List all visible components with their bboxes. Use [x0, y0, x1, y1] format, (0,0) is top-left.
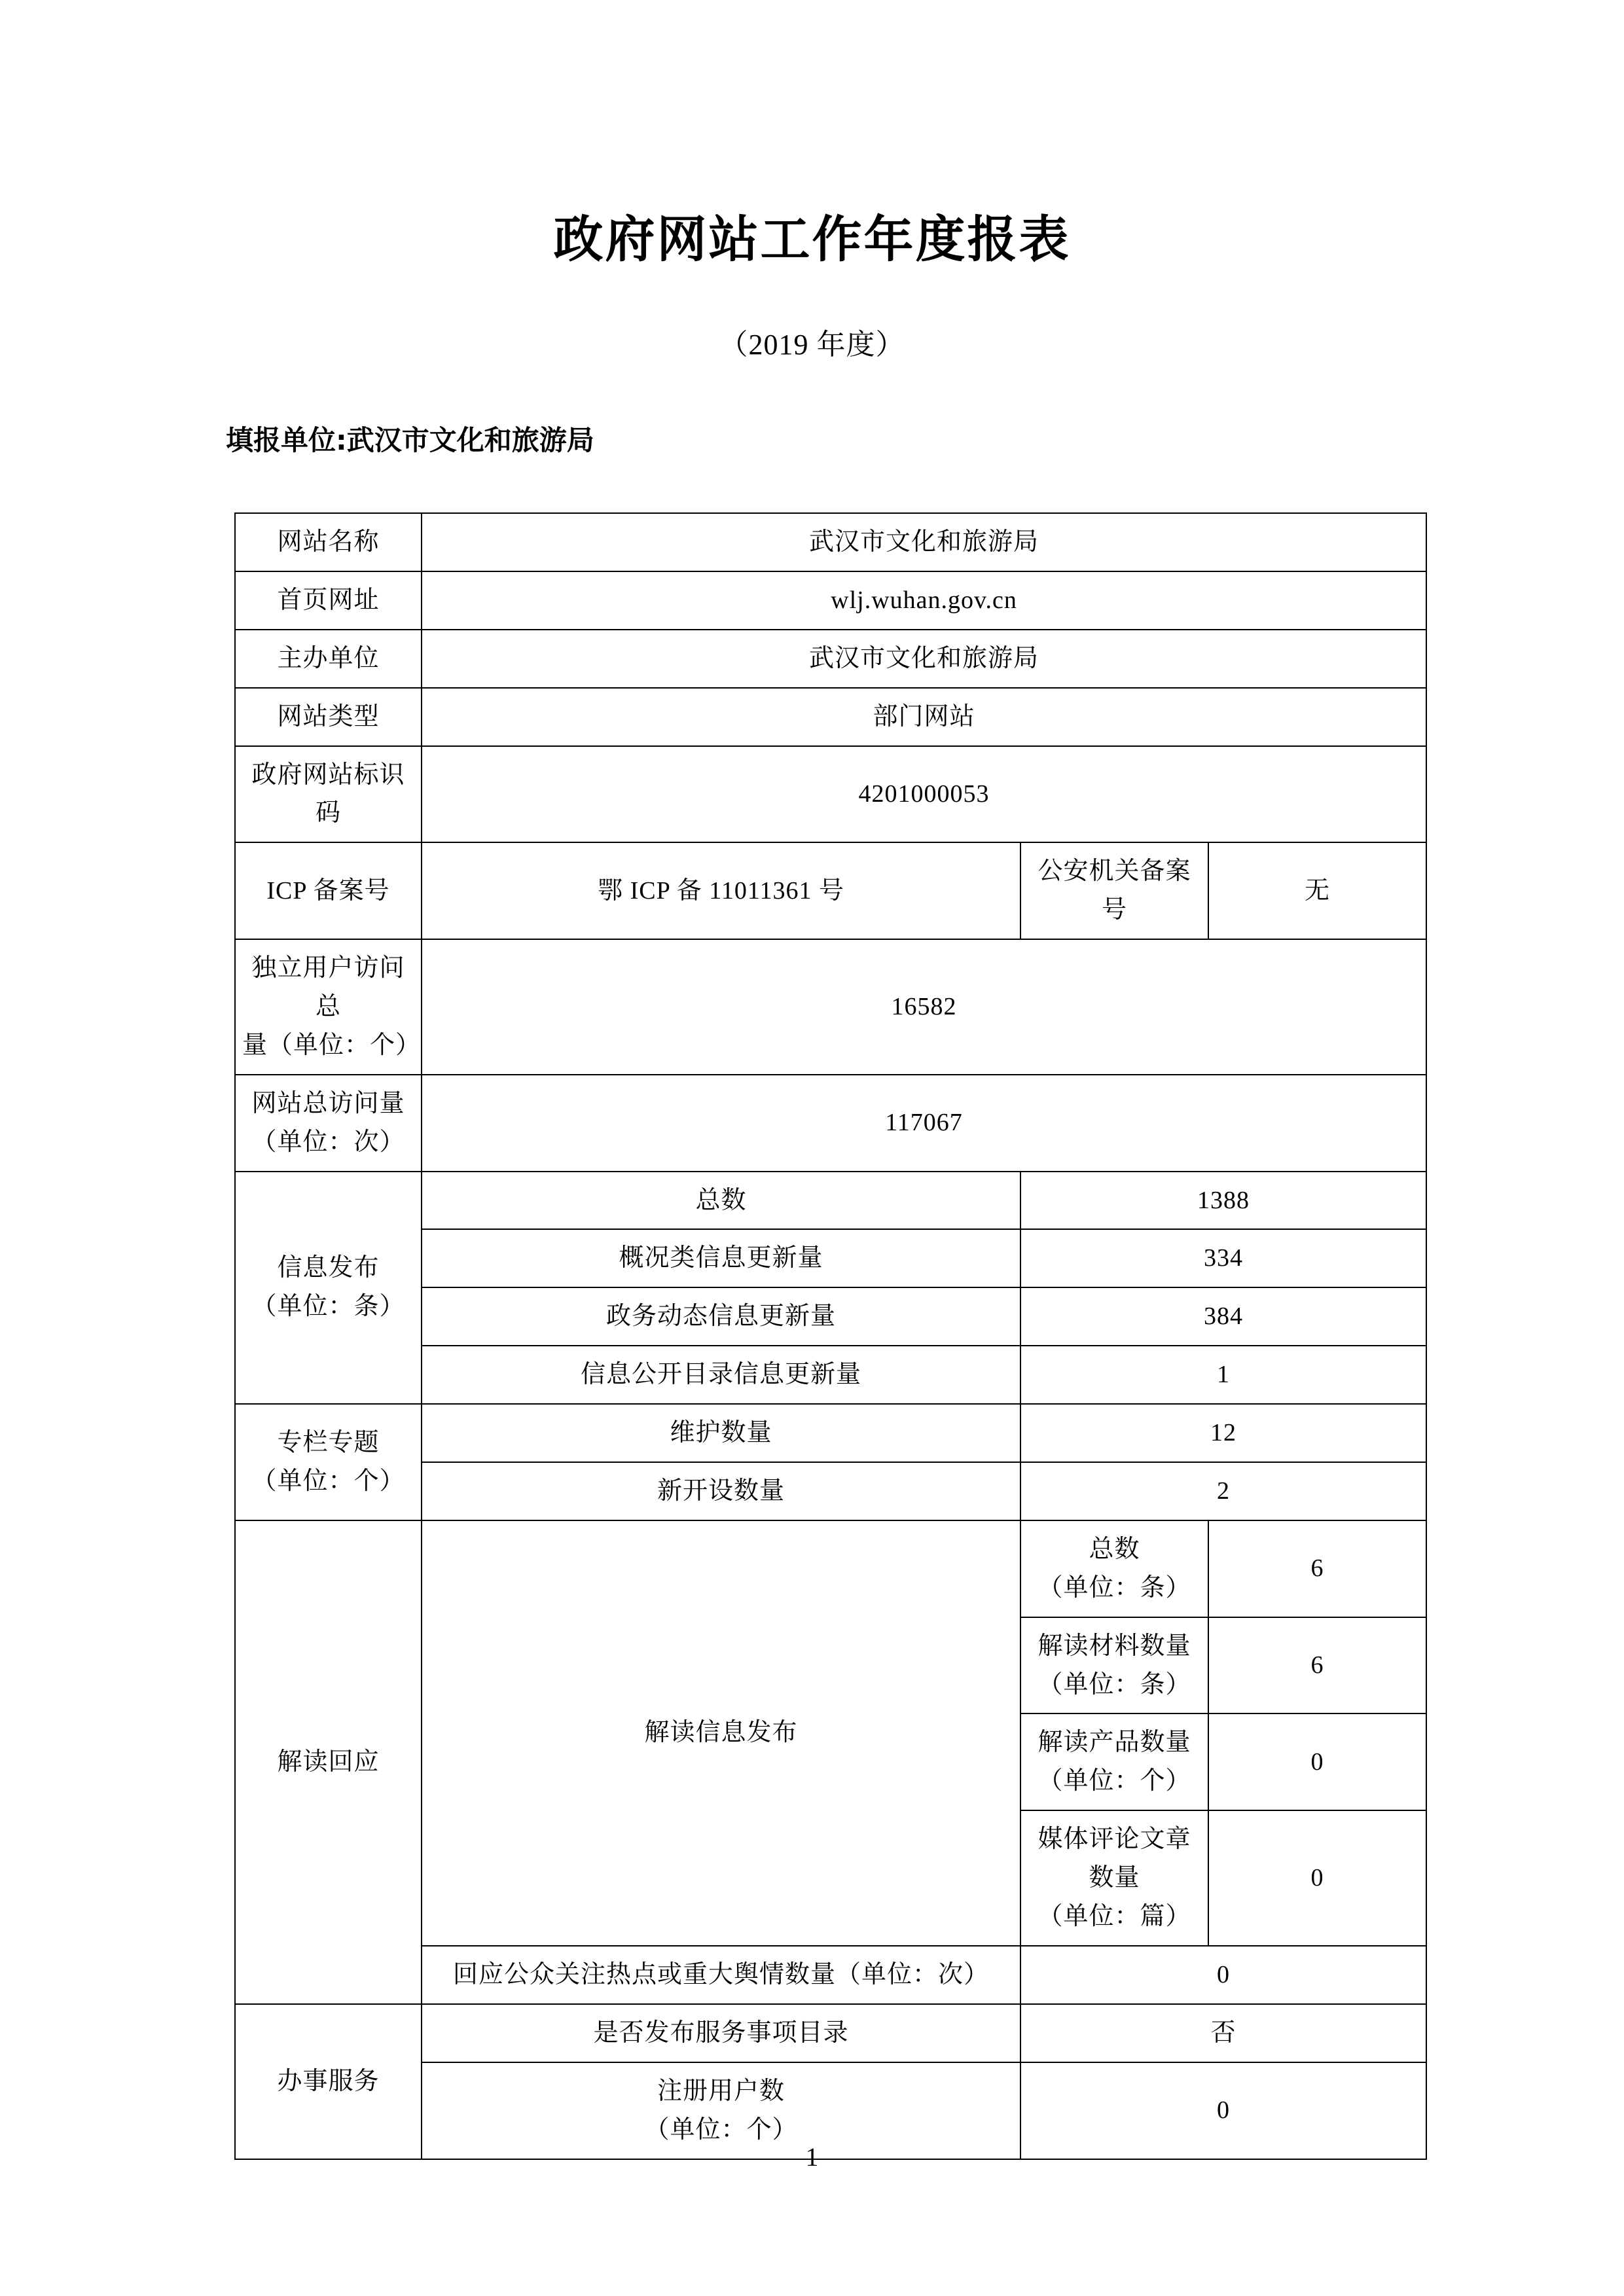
maintain-count-label: 维护数量	[422, 1404, 1020, 1462]
interpret-material-label-line2: （单位：条）	[1038, 1670, 1191, 1698]
unique-visitors-label-line2: 量（单位：个）	[242, 1031, 422, 1059]
table-row	[235, 571, 1426, 630]
site-type-value: 部门网站	[422, 688, 1426, 746]
media-comment-value: 0	[1208, 1810, 1426, 1946]
interpret-material-value: 6	[1208, 1617, 1426, 1714]
interpret-total-label	[1020, 1520, 1208, 1617]
table-row	[235, 1404, 1426, 1462]
table-row	[235, 842, 1426, 939]
public-response-value: 0	[1020, 1946, 1426, 2004]
table-row	[235, 630, 1426, 688]
info-release-label	[235, 1172, 422, 1405]
info-catalog-value: 1	[1020, 1346, 1426, 1404]
table-row	[235, 1172, 1426, 1230]
homepage-url-label: 首页网址	[235, 571, 422, 630]
sponsor-unit-value: 武汉市文化和旅游局	[422, 630, 1426, 688]
page-number: 1	[805, 2142, 819, 2172]
column-topic-label-line2: （单位：个）	[251, 1467, 405, 1496]
total-visits-label-line1: 网站总访问量	[251, 1089, 405, 1117]
media-comment-label-line1: 媒体评论文章数量	[1038, 1825, 1191, 1892]
interpret-total-label-line2: （单位：条）	[1038, 1573, 1191, 1602]
service-catalog-label: 是否发布服务事项目录	[422, 2004, 1020, 2062]
annual-report-table	[234, 512, 1427, 2160]
column-topic-label	[235, 1404, 422, 1520]
page-subtitle: （2019 年度）	[719, 329, 905, 361]
info-release-label-line1: 信息发布	[277, 1254, 380, 1282]
column-topic-label-line1: 专栏专题	[277, 1429, 380, 1457]
interpret-response-label: 解读回应	[235, 1520, 422, 2004]
page-title: 政府网站工作年度报表	[553, 210, 1071, 268]
table-row	[235, 1520, 1426, 1617]
media-comment-label-line2: （单位：篇）	[1038, 1903, 1191, 1931]
info-overview-label: 概况类信息更新量	[422, 1229, 1020, 1287]
gov-site-id-value: 4201000053	[422, 746, 1426, 843]
interpret-product-label-line2: （单位：个）	[1038, 1767, 1191, 1795]
info-overview-value: 334	[1020, 1229, 1426, 1287]
site-type-label: 网站类型	[235, 688, 422, 746]
icp-record-value: 鄂 ICP 备 11011361 号	[422, 842, 1020, 939]
total-visits-label-line2: （单位：次）	[251, 1128, 405, 1156]
table-row	[235, 513, 1426, 571]
public-response-label: 回应公众关注热点或重大舆情数量（单位：次）	[422, 1946, 1020, 2004]
interpret-product-label-line1: 解读产品数量	[1038, 1729, 1191, 1757]
interpret-material-label	[1020, 1617, 1208, 1714]
total-visits-value: 117067	[422, 1075, 1426, 1172]
icp-record-label: ICP 备案号	[235, 842, 422, 939]
unique-visitors-label-line1: 独立用户访问总	[251, 954, 405, 1021]
site-name-label: 网站名称	[235, 513, 422, 571]
new-open-value: 2	[1020, 1462, 1426, 1520]
info-dynamic-label: 政务动态信息更新量	[422, 1287, 1020, 1346]
table-row	[235, 688, 1426, 746]
table-row	[235, 1075, 1426, 1172]
interpret-total-label-line1: 总数	[1089, 1535, 1140, 1563]
interpret-product-value: 0	[1208, 1713, 1426, 1810]
table-row	[235, 746, 1426, 843]
site-name-value: 武汉市文化和旅游局	[422, 513, 1426, 571]
info-release-label-line2: （单位：条）	[251, 1293, 405, 1321]
info-dynamic-value: 384	[1020, 1287, 1426, 1346]
gov-site-id-label: 政府网站标识码	[235, 746, 422, 843]
service-catalog-value: 否	[1020, 2004, 1426, 2062]
police-record-value: 无	[1208, 842, 1426, 939]
info-catalog-label: 信息公开目录信息更新量	[422, 1346, 1020, 1404]
interpret-material-label-line1: 解读材料数量	[1038, 1632, 1191, 1660]
table-row	[235, 939, 1426, 1075]
registered-users-value: 0	[1020, 2062, 1426, 2159]
unique-visitors-value: 16582	[422, 939, 1426, 1075]
interpret-total-value: 6	[1208, 1520, 1426, 1617]
filing-unit-label: 填报单位:武汉市文化和旅游局	[226, 424, 594, 456]
total-visits-label	[235, 1075, 422, 1172]
interpret-product-label	[1020, 1713, 1208, 1810]
new-open-label: 新开设数量	[422, 1462, 1020, 1520]
info-total-label: 总数	[422, 1172, 1020, 1230]
homepage-url-value: wlj.wuhan.gov.cn	[422, 571, 1426, 630]
table-row	[235, 2004, 1426, 2062]
media-comment-label	[1020, 1810, 1208, 1946]
info-total-value: 1388	[1020, 1172, 1426, 1230]
maintain-count-value: 12	[1020, 1404, 1426, 1462]
police-record-label: 公安机关备案号	[1020, 842, 1208, 939]
interpret-release-label: 解读信息发布	[422, 1520, 1020, 1946]
unique-visitors-label	[235, 939, 422, 1075]
registered-users-label-line1: 注册用户数	[657, 2077, 785, 2105]
registered-users-label-line2: （单位：个）	[644, 2115, 798, 2144]
service-label: 办事服务	[235, 2004, 422, 2159]
sponsor-unit-label: 主办单位	[235, 630, 422, 688]
